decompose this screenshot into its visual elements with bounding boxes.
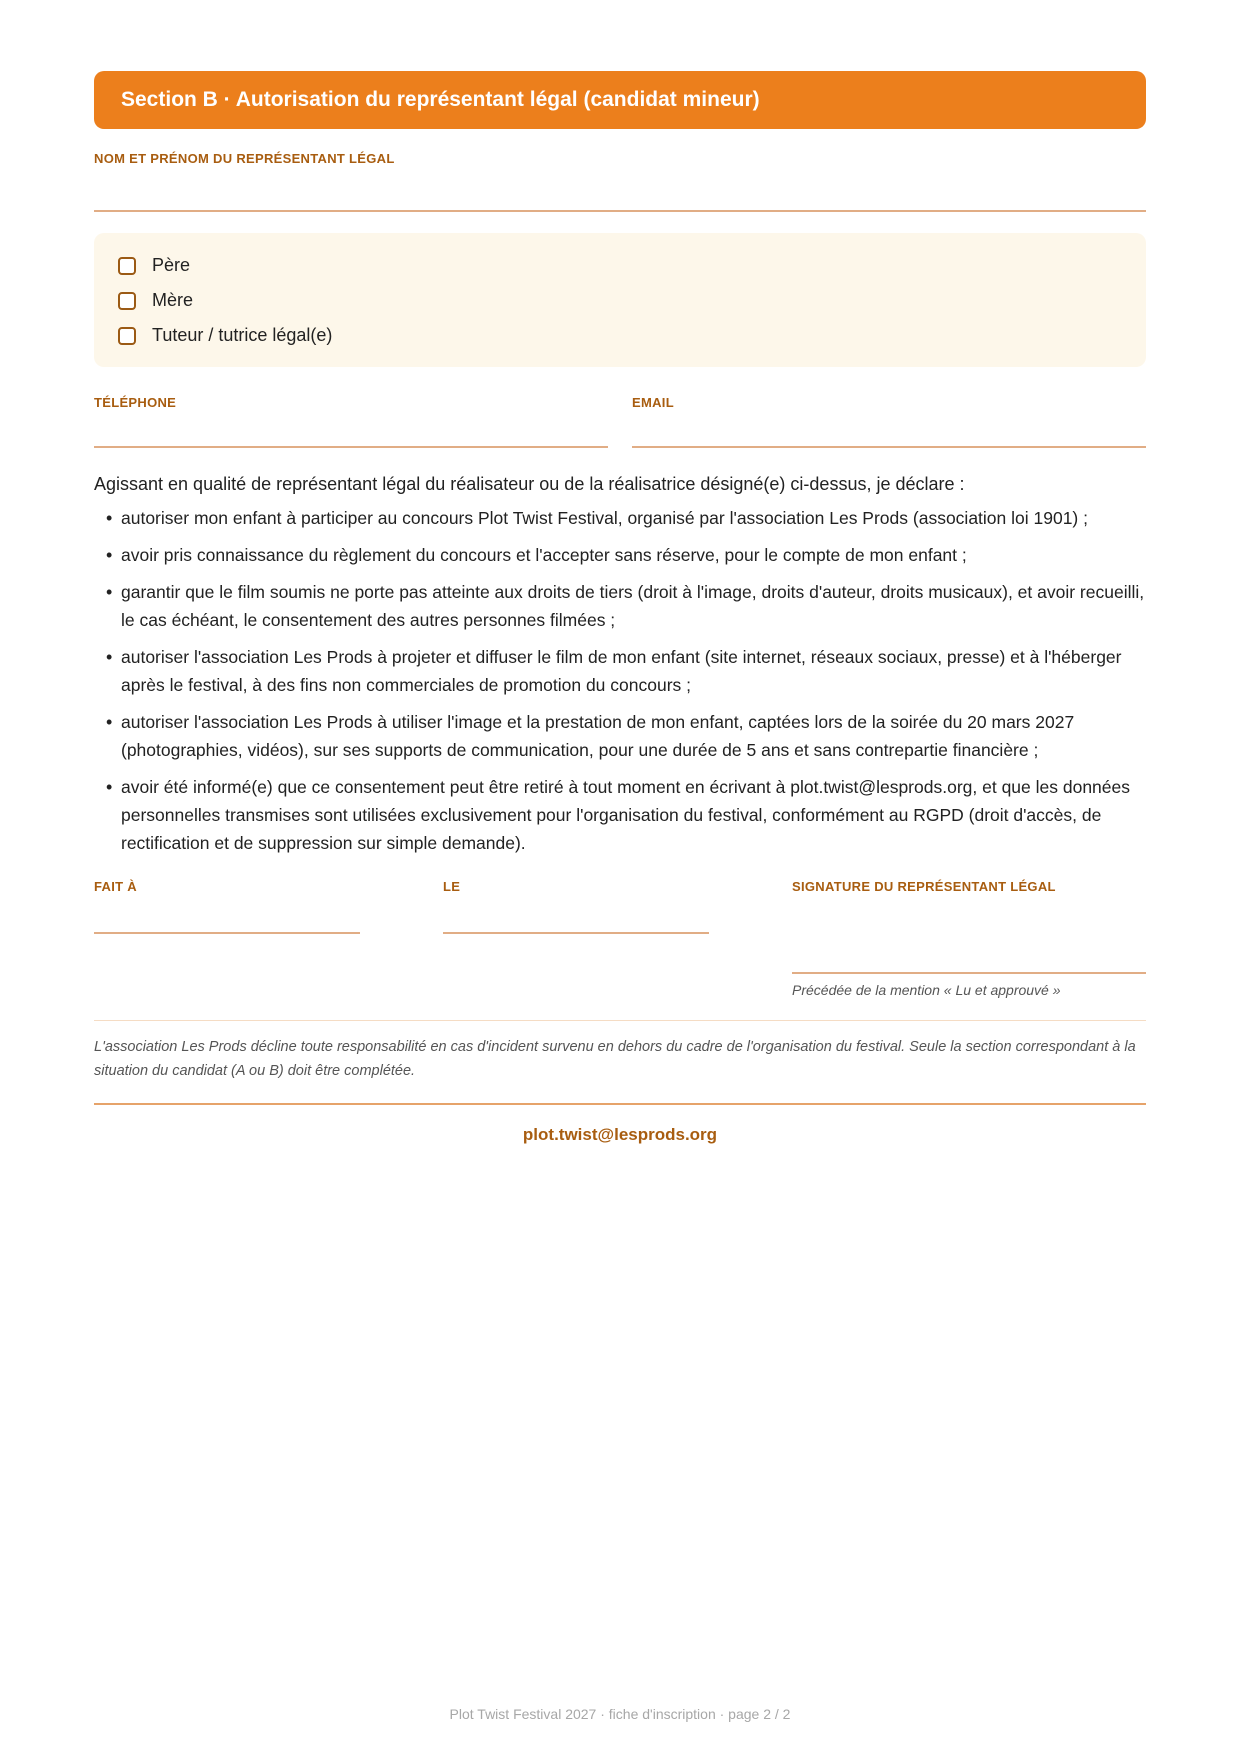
place-field [94, 879, 360, 998]
declaration-item: • autoriser l'association Les Prods à utiliser l'image et la prestation de mon enfant, captées lors de la soirée du 20 mars 2027 (photographies, vidéos), sur ses supports de communication, pour une durée de 5 ans et sans contrepartie financière ; [94, 708, 1146, 764]
option-pere-label: Père [152, 255, 191, 275]
representative-name-field [94, 151, 1146, 212]
divider [94, 1020, 1146, 1021]
email-label: EMAIL [632, 395, 674, 410]
option-tuteur-label: Tuteur / tutrice légal(e) [152, 325, 333, 345]
declaration-intro: Agissant en qualité de représentant légal du réalisateur ou de la réalisatrice désigné(e) ci-dessus, je déclare : [94, 474, 965, 494]
signature-field [792, 879, 1146, 998]
checkbox-tuteur[interactable] [118, 327, 136, 345]
representative-name-input[interactable] [94, 166, 1146, 212]
phone-label: TÉLÉPHONE [94, 395, 177, 410]
page-footer: Plot Twist Festival 2027 · fiche d'inscription · page 2 / 2 [449, 1706, 791, 1722]
declaration-item: • garantir que le film soumis ne porte pas atteinte aux droits de tiers (droit à l'image, droits d'auteur, droits musicaux), et avoir recueilli, le cas échéant, le consentement des autres personnes filmées ; [94, 578, 1146, 634]
option-pere[interactable] [118, 248, 1122, 283]
option-tuteur[interactable] [118, 318, 1122, 353]
signature-label: SIGNATURE DU REPRÉSENTANT LÉGAL [792, 879, 1056, 894]
declaration-item: • autoriser l'association Les Prods à projeter et diffuser le film de mon enfant (site internet, réseaux sociaux, presse) et à l'héberger après le festival, à des fins non commerciales de promotion du concours ; [94, 643, 1146, 699]
relationship-options [94, 233, 1146, 367]
section-title: Section B · Autorisation du représentant légal (candidat mineur) [121, 88, 760, 111]
contact-fields [94, 395, 1146, 448]
date-label: LE [443, 879, 461, 894]
checkbox-mere[interactable] [118, 292, 136, 310]
declaration-item: • avoir pris connaissance du règlement du concours et l'accepter sans réserve, pour le compte de mon enfant ; [94, 541, 1146, 569]
disclaimer-text: L'association Les Prods décline toute responsabilité en cas d'incident survenu en dehors du cadre de l'organisation du festival. Seule la section correspondant à la situation du candidat (A ou B) doit être complétée. [94, 1039, 1136, 1079]
declaration-item: • autoriser mon enfant à participer au concours Plot Twist Festival, organisé par l'association Les Prods (association loi 1901) ; [94, 504, 1146, 532]
declaration-item: • avoir été informé(e) que ce consentement peut être retiré à tout moment en écrivant à plot.twist@lesprods.org, et que les données personnelles transmises sont utilisées exclusivement pour l'organisation du festival, conformément au RGPD (droit d'accès, de rectification et de suppression sur simple demande). [94, 773, 1146, 857]
date-field [443, 879, 709, 998]
divider [94, 1103, 1146, 1105]
signature-input[interactable] [792, 894, 1146, 974]
email-field [632, 395, 1146, 448]
option-mere[interactable] [118, 283, 1122, 318]
option-mere-label: Mère [152, 290, 194, 310]
date-input[interactable] [443, 894, 709, 934]
signature-row [94, 879, 1146, 998]
place-input[interactable] [94, 894, 360, 934]
signature-note: Précédée de la mention « Lu et approuvé » [792, 982, 1061, 998]
contact-email[interactable]: plot.twist@lesprods.org [522, 1125, 718, 1144]
phone-input[interactable] [94, 410, 608, 448]
representative-name-label: NOM ET PRÉNOM DU REPRÉSENTANT LÉGAL [94, 151, 395, 166]
place-label: FAIT À [94, 879, 137, 894]
form-page [94, 71, 1146, 1145]
email-input[interactable] [632, 410, 1146, 448]
declaration-list [94, 504, 1146, 857]
phone-field [94, 395, 608, 448]
section-header [94, 71, 1146, 129]
checkbox-pere[interactable] [118, 257, 136, 275]
